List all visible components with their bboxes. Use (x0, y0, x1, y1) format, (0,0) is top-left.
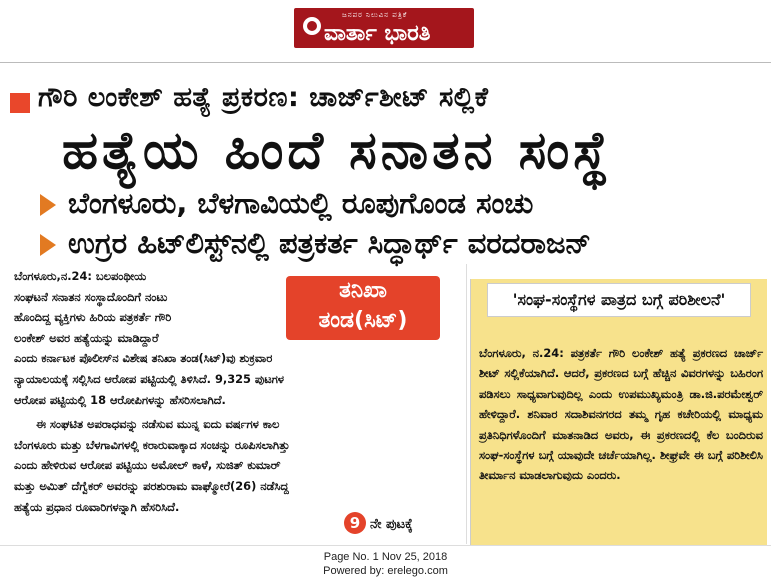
powered-by-link[interactable]: Powered by: erelego.com (323, 565, 448, 577)
top-rule (0, 62, 771, 63)
text-line: ಎಂದು ಹೇಳಿರುವ ಆರೋಪ ಪಟ್ಟಿಯು ಅಮೋಲ್ ಕಾಳೆ, ಸುಜಿತ್ ಕುಮಾರ್ (14, 458, 281, 473)
badge-line: ತಂಡ(ಸಿಟ್) (318, 308, 408, 333)
sit-badge (286, 276, 440, 340)
masthead-tagline: ಜನಪರ ನಿಲುವಿನ ಪತ್ರಿಕೆ (342, 11, 408, 19)
text-line: ಬೆಂಗಳೂರು ಮತ್ತು ಬೆಳಗಾವಿಗಳಲ್ಲಿ ಕರಾರುವಾಕ್ಕಾದ ಸಂಚನ್ನು ರೂಪಿಸಲಾಗಿತ್ತು (14, 437, 290, 452)
triangle-bullet-icon (40, 194, 56, 216)
footer-rule (0, 545, 771, 546)
sub-headline-text: ಉಗ್ರರ ಹಿಟ್‌ಲಿಸ್ಟ್‌ನಲ್ಲಿ ಪತ್ರಕರ್ತ ಸಿದ್ಧಾರ್ಥ್ ವರದರಾಜನ್ (68, 226, 591, 260)
article-lead (14, 266, 276, 348)
kicker-line: ಗೌರಿ ಲಂಕೇಶ್ ಹತ್ಯೆ ಪ್ರಕರಣ: ಚಾರ್ಜ್‌ಶೀಟ್ ಸಲ್ಲಿಕೆ (38, 82, 489, 113)
text-line: ಎಂದು ಕರ್ನಾಟಕ ಪೊಲೀಸ್‌ನ ವಿಶೇಷ ತನಿಖಾ ತಂಡ(ಸಿಟ್)ವು ಶುಕ್ರವಾರ (14, 351, 273, 366)
badge-line: ತನಿಖಾ (339, 278, 387, 303)
main-headline: ಹತ್ಯೆಯ ಹಿಂದೆ ಸನಾತನ ಸಂಸ್ಥೆ (62, 120, 613, 181)
sidebar-box (470, 279, 767, 546)
sidebar-title: 'ಸಂಘ-ಸಂಸ್ಥೆಗಳ ಪಾತ್ರದ ಬಗ್ಗೆ ಪರಿಶೀಲನೆ' (487, 283, 751, 317)
page-info: Page No. 1 Nov 25, 2018 (323, 551, 448, 563)
page-number-badge: 9 (344, 512, 366, 534)
sub-headline-1 (40, 186, 533, 221)
kicker-square-icon (10, 93, 30, 113)
text-line: ಲಂಕೇಶ್ ಅವರ ಹತ್ಯೆಯನ್ನು ಮಾಡಿದ್ದಾರೆ (14, 330, 159, 345)
text-line: ಮತ್ತು ಅಮಿತ್ ದೆಗ್ವೆಕರ್ ಅವರನ್ನು ಪರಶುರಾಮ ವಾಘ್ಮೋರೆ(26) ನಡೆಸಿದ್ದ (14, 478, 289, 493)
text-line: ಹತ್ಯೆಯ ಪ್ರಧಾನ ರೂವಾರಿಗಳನ್ನಾಗಿ ಹೆಸರಿಸಿದೆ. (14, 499, 180, 514)
sub-headline-text: ಬೆಂಗಳೂರು, ಬೆಳಗಾವಿಯಲ್ಲಿ ರೂಪುಗೊಂಡ ಸಂಚು (68, 186, 534, 220)
sidebar-text: ಬೆಂಗಳೂರು, ನ.24: ಪತ್ರಕರ್ತೆ ಗೌರಿ ಲಂಕೇಶ್ ಹತ್ಯೆ ಪ್ರಕರಣದ ಚಾರ್ಜ್ ಶೀಟ್ ಸಲ್ಲಿಕೆಯಾಗಿದೆ. ಆದರೆ, ಪ್ರಕರಣದ ಬಗ್ಗೆ ಹೆಚ್ಚಿನ ವಿವರಗಳನ್ನು ಬಹಿರಂಗ ಪಡಿಸಲು ಸಾಧ್ಯವಾಗುವುದಿಲ್ಲ ಎಂದು ಉಪಮುಖ್ಯಮಂತ್ರಿ ಡಾ.ಜಿ.ಪರಮೇಶ್ವರ್ ಹೇಳಿದ್ದಾರೆ. ಶನಿವಾರ ಸದಾಶಿವನಗರದ ತಮ್ಮ ಗೃಹ ಕಚೇರಿಯಲ್ಲಿ ಮಾಧ್ಯಮ ಪ್ರತಿನಿಧಿಗಳೊಂದಿಗೆ ಮಾತನಾಡಿದ ಅವರು, ಈ ಪ್ರಕರಣದಲ್ಲಿ ಕೆಲ ಬಂದಿರುವ ಸಂಘ-ಸಂಸ್ಥೆಗಳ ಬಗ್ಗೆ ಯಾವುದೇ ಚರ್ಚೆಯಾಗಿಲ್ಲ. ಶೀಘ್ರವೇ ಈ ಬಗ್ಗೆ ಪರಿಶೀಲಿಸಿ ತೀರ್ಮಾನ ಮಾಡಲಾಗುವುದು ಎಂದರು. (479, 346, 763, 483)
column-divider (466, 264, 467, 544)
masthead-logo (294, 8, 474, 48)
triangle-bullet-icon (40, 234, 56, 256)
text-line: ಈ ಸಂಘಟಿತ ಅಪರಾಧವನ್ನು ನಡೆಸುವ ಮುನ್ನ ಐದು ವರ್ಷಗಳ ಕಾಲ (36, 417, 280, 432)
continued-marker[interactable] (344, 512, 413, 534)
sub-headline-2 (40, 226, 591, 261)
logo-emblem-icon (302, 14, 322, 38)
text-line: ನ್ಯಾಯಾಲಯಕ್ಕೆ ಸಲ್ಲಿಸಿದ ಆರೋಪ ಪಟ್ಟಿಯಲ್ಲಿ ತಿಳಿಸಿದೆ. 9,325 ಪುಟಗಳ (14, 371, 284, 386)
masthead-brand: ವಾರ್ತಾ ಭಾರತಿ (324, 21, 431, 46)
continued-label: ನೇ ಪುಟಕ್ಕೆ (370, 517, 413, 532)
text-line: ಬೆಂಗಳೂರು,ನ.24: ಬಲಪಂಥೀಯ (14, 269, 147, 283)
text-line: ಸಂಘಟನೆ ಸನಾತನ ಸಂಸ್ಥಾದೊಂದಿಗೆ ನಂಟು (14, 289, 168, 304)
text-line: ಹೊಂದಿದ್ದ ವ್ಯಕ್ತಿಗಳು ಹಿರಿಯ ಪತ್ರಕರ್ತೆ ಗೌರಿ (14, 310, 172, 325)
text-line: ಆರೋಪ ಪಟ್ಟಿಯಲ್ಲಿ 18 ಆರೋಪಿಗಳನ್ನು ಹೆಸರಿಸಲಾಗಿದೆ. (14, 392, 226, 407)
